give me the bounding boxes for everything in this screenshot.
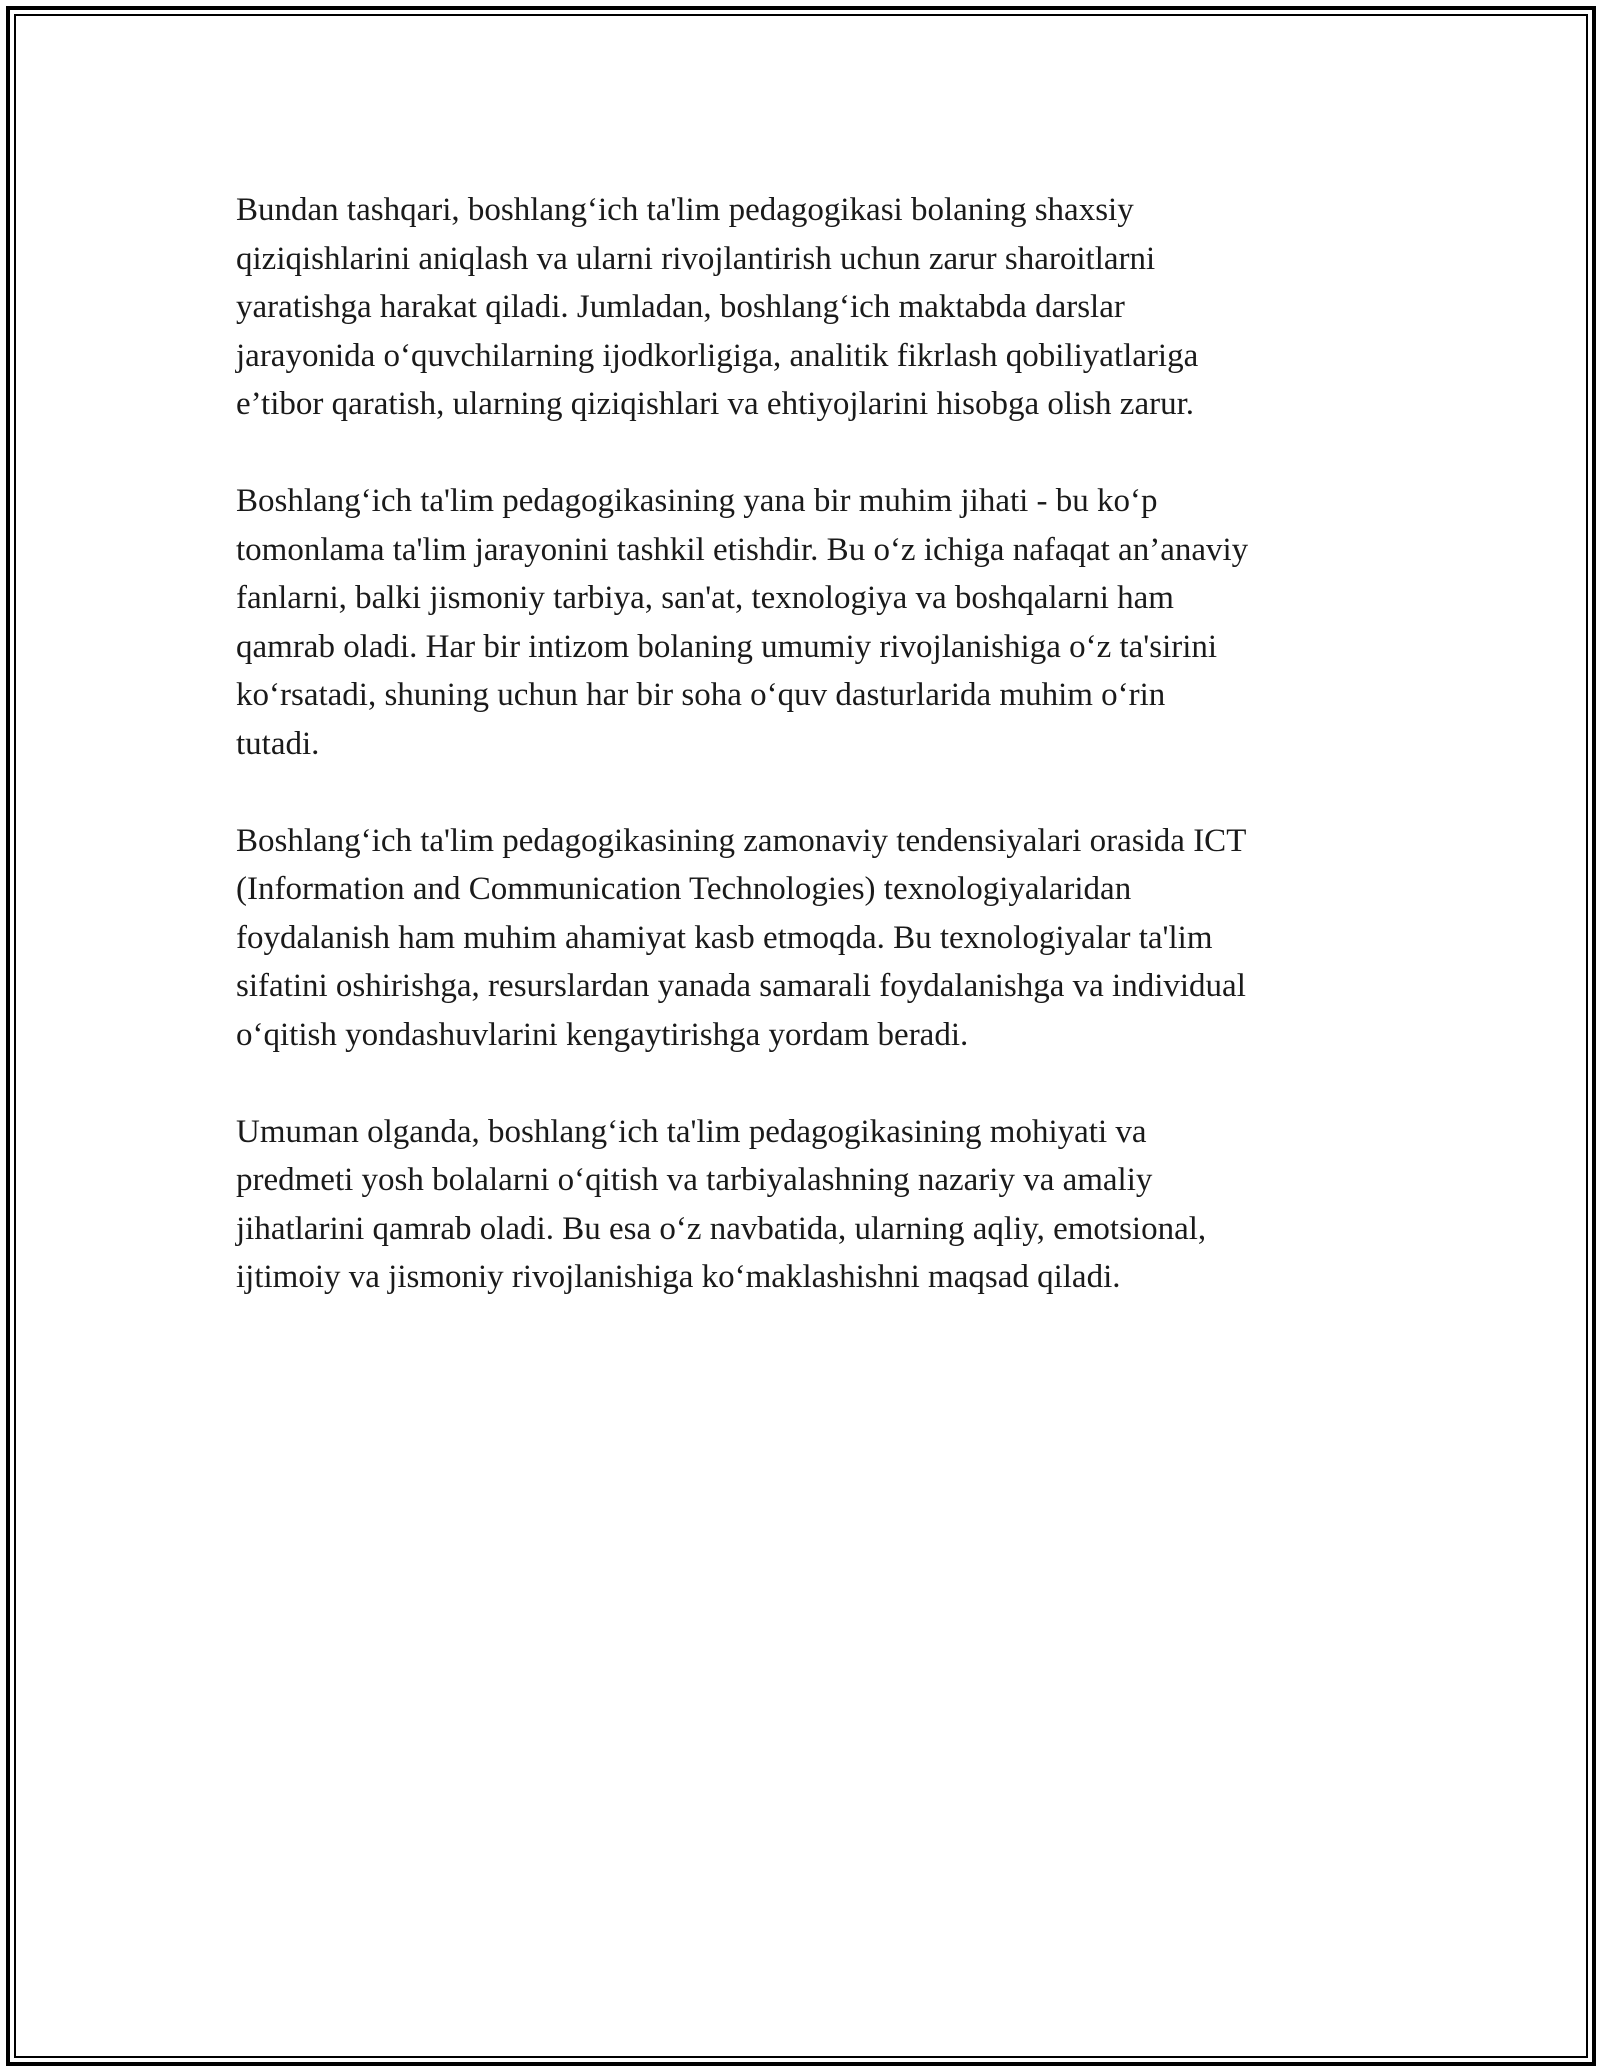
text-line: qiziqishlarini aniqlash va ularni rivojlantirish uchun zarur sharoitlarni <box>236 240 1156 277</box>
text-line: jarayonida o‘quvchilarning ijodkorligiga, analitik fikrlash qobiliyatlariga <box>236 337 1199 374</box>
text-line: Boshlang‘ich ta'lim pedagogikasining zamonaviy tendensiyalari orasida ICT <box>236 822 1247 859</box>
paragraph-3 <box>236 817 1386 1060</box>
document-body <box>236 186 1386 1350</box>
text-line: ko‘rsatadi, shuning uchun har bir soha o‘quv dasturlarida muhim o‘rin <box>236 677 1166 713</box>
text-line: yaratishga harakat qiladi. Jumladan, boshlang‘ich maktabda darslar <box>236 289 1125 325</box>
text-line: foydalanish ham muhim ahamiyat kasb etmoqda. Bu texnologiyalar ta'lim <box>236 919 1213 956</box>
text-line: Bundan tashqari, boshlang‘ich ta'lim pedagogikasi bolaning shaxsiy <box>236 192 1134 228</box>
text-line: qamrab oladi. Har bir intizom bolaning umumiy rivojlanishiga o‘z ta'sirini <box>236 628 1218 665</box>
text-line: predmeti yosh bolalarni o‘qitish va tarbiyalashning nazariy va amaliy <box>236 1162 1153 1198</box>
text-line: o‘qitish yondashuvlarini kengaytirishga yordam beradi. <box>236 1016 969 1053</box>
text-line: fanlarni, balki jismoniy tarbiya, san'at, texnologiya va boshqalarni ham <box>236 580 1174 616</box>
text-line: Umuman olganda, boshlang‘ich ta'lim pedagogikasining mohiyati va <box>236 1113 1147 1150</box>
text-line: (Information and Communication Technologies) texnologiyalaridan <box>236 871 1132 907</box>
paragraph-1 <box>236 186 1386 429</box>
text-line: sifatini oshirishga, resurslardan yanada samarali foydalanishga va individual <box>236 968 1246 1004</box>
text-line: tomonlama ta'lim jarayonini tashkil etishdir. Bu o‘z ichiga nafaqat an’anaviy <box>236 531 1249 568</box>
paragraph-4 <box>236 1108 1386 1302</box>
text-line: Boshlang‘ich ta'lim pedagogikasining yana bir muhim jihati - bu ko‘p <box>236 483 1158 519</box>
paragraph-2 <box>236 477 1386 768</box>
text-line: e’tibor qaratish, ularning qiziqishlari va ehtiyojlarini hisobga olish zarur. <box>236 386 1194 422</box>
text-line: ijtimoiy va jismoniy rivojlanishiga ko‘maklashishni maqsad qiladi. <box>236 1259 1121 1295</box>
text-line: tutadi. <box>236 725 320 762</box>
text-line: jihatlarini qamrab oladi. Bu esa o‘z navbatida, ularning aqliy, emotsional, <box>236 1210 1207 1247</box>
